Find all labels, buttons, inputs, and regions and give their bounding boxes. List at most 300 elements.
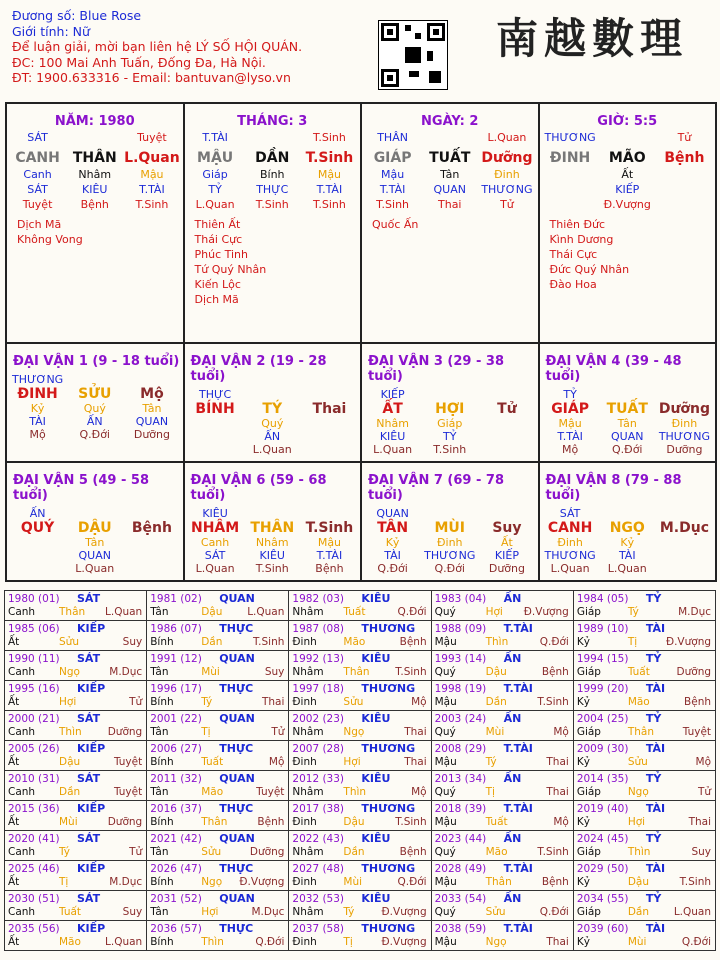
dv-god-text: THỰC <box>199 388 232 401</box>
year-can: Ất <box>8 636 20 648</box>
year-can: Nhâm <box>292 786 324 798</box>
pillar-text: SÁT <box>27 131 48 144</box>
 <box>421 388 478 401</box>
year-stage: T.Sinh <box>679 876 712 888</box>
year-god: KIÊU <box>361 832 391 845</box>
year-stage: Dưỡng <box>107 726 143 738</box>
year-cell <box>574 831 716 861</box>
pillar-text: T.TÀI <box>379 183 406 196</box>
year-chi: Hợi <box>201 906 219 918</box>
qr-code-icon[interactable] <box>378 20 448 90</box>
pillar-line <box>362 198 538 211</box>
year-label: 1983 (04) <box>434 593 487 605</box>
year-chi: Tuất <box>627 666 650 678</box>
pillar-text: THƯƠNG <box>481 183 533 196</box>
pillar-stars <box>362 217 538 232</box>
 <box>244 507 301 520</box>
 <box>66 507 123 520</box>
dv-god <box>185 507 361 520</box>
year-chi: Mùi <box>343 876 363 888</box>
dv-text: Mộ <box>29 428 46 441</box>
pillar-text: T.TÀI <box>316 183 343 196</box>
year-label: 1990 (11) <box>8 653 60 665</box>
pillar-text <box>599 131 656 144</box>
pillar-line <box>362 150 538 166</box>
dv-can: ĐINH <box>17 386 58 402</box>
year-can: Quý <box>434 906 456 918</box>
star: Thái Cực <box>194 233 243 246</box>
table-row <box>5 711 716 741</box>
year-label: 2012 (33) <box>292 773 345 785</box>
 <box>478 507 535 520</box>
year-can: Nhâm <box>292 606 324 618</box>
dv-text <box>9 549 66 562</box>
 <box>123 373 180 386</box>
pillar-text: Tuyệt <box>22 198 53 211</box>
year-chi: Tị <box>627 636 638 648</box>
dv-chi: TUẤT <box>606 401 648 417</box>
year-cell <box>5 741 147 771</box>
dv-text: Kỷ <box>385 536 400 549</box>
year-stage: Tuyệt <box>256 786 285 798</box>
year-god: KIẾP <box>77 922 106 935</box>
year-chi: Tý <box>343 906 355 918</box>
dai-van-head: ĐẠI VẬN 1 (9 - 18 tuổi) <box>13 354 180 369</box>
year-god: T.TÀI <box>503 802 533 815</box>
dv-line <box>362 549 538 562</box>
year-label: 2004 (25) <box>576 713 629 725</box>
year-can: Quý <box>434 606 456 618</box>
year-chi: Thân <box>485 876 512 888</box>
dv-text <box>123 549 180 562</box>
year-can: Bính <box>150 936 174 948</box>
pillar-text: KIÊU <box>82 183 108 196</box>
pillar-text: T.TÀI <box>202 131 228 144</box>
pillar-line <box>185 198 361 211</box>
year-chi: Thân <box>627 726 654 738</box>
dv-text <box>478 430 535 443</box>
dv-text: TỶ <box>443 430 457 443</box>
year-chi: Dậu <box>627 876 649 888</box>
dv-text: Canh <box>200 536 230 549</box>
year-god: TÀI <box>645 862 666 875</box>
year-label: 2036 (57) <box>150 923 202 935</box>
dai-van-head: ĐẠI VẬN 8 (79 - 88 tuổi) <box>545 473 682 503</box>
dv-god-text: THƯƠNG <box>11 373 64 386</box>
dv-text: KIẾP <box>494 549 519 562</box>
year-god: TÀI <box>645 682 666 695</box>
year-stage: Bệnh <box>399 846 427 858</box>
year-label: 1999 (20) <box>576 683 629 695</box>
pillar-text: Bính <box>259 168 285 181</box>
year-can: Bính <box>150 816 174 828</box>
year-chi: Thìn <box>627 846 651 858</box>
year-stage: L.Quan <box>673 906 712 918</box>
dv-text: Dưỡng <box>488 562 525 575</box>
dv-can: CANH <box>547 520 593 536</box>
dv-text: L.Quan <box>75 562 115 575</box>
pillar-text <box>244 131 301 144</box>
 <box>66 373 123 386</box>
year-can: Quý <box>434 726 456 738</box>
pillar-line <box>362 183 538 196</box>
year-can: Đinh <box>292 876 317 888</box>
dv-line <box>540 417 716 430</box>
year-label: 1996 (17) <box>150 683 202 695</box>
year-god: THƯƠNG <box>361 922 416 935</box>
contact-line3[interactable]: ĐT: 1900.633316 - Email: bantuvan@lyso.vn <box>12 70 291 85</box>
year-chi: Dần <box>59 786 81 798</box>
dv-can: GIÁP <box>551 401 589 417</box>
dv-text <box>187 417 244 430</box>
year-chi: Ngọ <box>201 876 223 888</box>
year-can: Giáp <box>576 666 601 678</box>
year-can: Canh <box>8 606 36 618</box>
year-label: 1981 (02) <box>150 593 202 605</box>
dv-god <box>185 388 361 401</box>
year-god: TỶ <box>645 772 662 785</box>
dv-text: Mậu <box>558 417 582 430</box>
year-chi: Thìn <box>201 936 224 948</box>
year-stage: Mộ <box>411 696 427 708</box>
year-label: 2020 (41) <box>8 833 60 845</box>
year-label: 2003 (24) <box>434 713 487 725</box>
year-chi: Tị <box>485 786 495 798</box>
dv-line <box>7 428 183 441</box>
star: Dịch Mã <box>194 293 239 306</box>
pillar-text: Đ.Vượng <box>603 198 651 211</box>
dv-text: QUAN <box>611 430 644 443</box>
year-god: THƯƠNG <box>361 862 416 875</box>
year-can: Canh <box>8 786 36 798</box>
dv-text: Dưỡng <box>133 428 170 441</box>
dv-can: QUÝ <box>20 520 55 536</box>
dv-text: Q.Đới <box>612 443 643 456</box>
star: Phúc Tinh <box>194 248 249 261</box>
year-chi: Thìn <box>59 726 82 738</box>
year-can: Bính <box>150 696 174 708</box>
year-can: Giáp <box>576 786 601 798</box>
year-stage: Dưỡng <box>107 816 143 828</box>
year-stage: Q.Đới <box>539 906 569 918</box>
year-god: QUAN <box>219 772 255 785</box>
year-can: Nhâm <box>292 906 324 918</box>
dv-text: Nhâm <box>255 536 289 549</box>
year-label: 2014 (35) <box>576 773 629 785</box>
 <box>301 388 358 401</box>
year-label: 1991 (12) <box>150 653 202 665</box>
year-can: Tân <box>150 906 169 918</box>
year-stage: Thai <box>261 696 285 708</box>
year-cell <box>289 621 431 651</box>
dv-can: NHÂM <box>190 520 240 536</box>
pillar-text: T.Sinh <box>255 198 289 211</box>
year-chi: Tý <box>201 696 213 708</box>
pillar-text: L.Quan <box>195 198 235 211</box>
dv-chi: DẬU <box>77 520 112 536</box>
pillar-text: QUAN <box>433 183 466 196</box>
year-god: KIÊU <box>361 772 391 785</box>
dv-text <box>123 562 180 575</box>
year-can: Bính <box>150 756 174 768</box>
year-stage: Tuyệt <box>113 756 143 768</box>
dv-god-text: SÁT <box>559 507 581 520</box>
year-god: KIÊU <box>361 652 391 665</box>
year-god: THƯƠNG <box>361 682 416 695</box>
pillar-text: T.Sinh <box>312 131 346 144</box>
year-cell <box>432 591 574 621</box>
year-chi: Sửu <box>343 696 364 708</box>
year-stage: T.Sinh <box>395 666 427 678</box>
year-label: 2015 (36) <box>8 803 60 815</box>
year-cell <box>147 921 289 951</box>
pillar-text: GIÁP <box>373 150 412 166</box>
star: Đào Hoa <box>549 278 597 291</box>
year-stage: Tử <box>129 696 143 708</box>
pillar-line <box>7 168 183 181</box>
year-cell <box>574 741 716 771</box>
year-cell <box>5 591 147 621</box>
dv-text <box>656 562 713 575</box>
year-cell <box>5 801 147 831</box>
year-cell <box>147 831 289 861</box>
pillar-line <box>185 131 361 144</box>
year-god: THỰC <box>219 682 254 695</box>
dv-text: TÀI <box>618 549 636 562</box>
year-cell <box>147 891 289 921</box>
year-can: Tân <box>150 786 169 798</box>
year-stage: Đ.Vượng <box>381 936 427 948</box>
year-label: 2017 (38) <box>292 803 345 815</box>
dv-god-text: QUAN <box>376 507 409 520</box>
star: Dịch Mã <box>17 218 62 231</box>
pillar-text: THƯƠNG <box>544 131 596 144</box>
year-stage: T.Sinh <box>537 696 569 708</box>
star: Đức Quý Nhân <box>549 263 630 276</box>
dv-god <box>362 507 538 520</box>
year-cell <box>147 651 289 681</box>
dv-line <box>185 430 361 443</box>
year-chi: Mão <box>343 636 366 648</box>
dv-stage: Dưỡng <box>658 401 711 417</box>
dv-text: Ất <box>501 536 513 549</box>
year-label: 2001 (22) <box>150 713 202 725</box>
year-chi: Dần <box>627 906 649 918</box>
dv-text: TÀI <box>384 549 401 562</box>
dv-god <box>540 507 716 520</box>
year-can: Đinh <box>292 756 317 768</box>
year-cell <box>289 741 431 771</box>
year-label: 2013 (34) <box>434 773 487 785</box>
year-stage: Thai <box>404 756 427 768</box>
pillar-line <box>362 131 538 144</box>
year-chi: Hợi <box>485 606 503 618</box>
year-cell <box>432 801 574 831</box>
year-chi: Thân <box>201 816 228 828</box>
year-cell <box>147 711 289 741</box>
pillar-text: MÃO <box>608 150 646 166</box>
year-chi: Thìn <box>343 786 367 798</box>
year-chi: Thân <box>59 606 86 618</box>
pillar-line <box>7 198 183 211</box>
year-stage: Suy <box>122 636 143 648</box>
dv-text: T.TÀI <box>316 549 343 562</box>
year-god: SÁT <box>77 892 101 905</box>
year-cell <box>574 681 716 711</box>
chart-grid <box>5 102 717 582</box>
year-god: THƯƠNG <box>361 622 416 635</box>
pillar-text <box>656 168 713 181</box>
pillar-line <box>540 150 716 166</box>
year-cell <box>574 711 716 741</box>
star: Không Vong <box>17 233 83 246</box>
year-label: 2027 (48) <box>292 863 345 875</box>
year-cell <box>5 711 147 741</box>
dv-line <box>540 536 716 549</box>
year-god: SÁT <box>77 652 101 665</box>
year-god: ẤN <box>503 652 522 665</box>
dv-god-text: KIẾP <box>380 388 405 401</box>
year-cell <box>432 891 574 921</box>
dv-text <box>656 549 713 562</box>
year-label: 2030 (51) <box>8 893 60 905</box>
pillar-text: Ất <box>621 168 634 181</box>
year-god: TÀI <box>645 802 666 815</box>
year-cell <box>432 651 574 681</box>
 <box>301 507 358 520</box>
dv-main <box>7 520 183 536</box>
year-cell <box>147 591 289 621</box>
dv-text: Tân <box>85 536 105 549</box>
year-stage: Dưỡng <box>249 846 285 858</box>
year-god: SÁT <box>77 712 101 725</box>
year-can: Tân <box>150 726 169 738</box>
dv-text: Quý <box>83 402 106 415</box>
year-stage: Bệnh <box>541 876 569 888</box>
dv-chi: MÙI <box>434 520 466 536</box>
pillar-text: Bệnh <box>80 198 109 211</box>
year-label: 2018 (39) <box>434 803 487 815</box>
pillar-cell <box>362 104 540 344</box>
year-chi: Dậu <box>343 816 365 828</box>
year-can: Mậu <box>434 696 457 708</box>
year-stage: Bệnh <box>684 696 712 708</box>
year-can: Đinh <box>292 936 317 948</box>
year-stage: Đ.Vượng <box>665 636 712 648</box>
year-stage: Q.Đới <box>397 876 427 888</box>
pillar-line <box>362 168 538 181</box>
pillar-text: T.Sinh <box>305 150 354 166</box>
year-stage: Đ.Vượng <box>239 876 285 888</box>
year-god: THỰC <box>219 862 254 875</box>
table-row <box>5 831 716 861</box>
dv-god <box>362 388 538 401</box>
year-cell <box>5 891 147 921</box>
year-label: 2008 (29) <box>434 743 487 755</box>
dv-text: QUAN <box>135 415 169 428</box>
year-can: Ất <box>8 696 20 708</box>
dv-line <box>7 562 183 575</box>
year-label: 1998 (19) <box>434 683 487 695</box>
dv-stage: Suy <box>492 520 522 536</box>
dv-stage: T.Sinh <box>305 520 354 536</box>
year-label: 2026 (47) <box>150 863 202 875</box>
pillar-text <box>542 183 599 196</box>
year-god: T.TÀI <box>503 742 533 755</box>
year-god: SÁT <box>77 832 101 845</box>
year-label: 2021 (42) <box>150 833 202 845</box>
year-god: KIẾP <box>77 862 106 875</box>
pillar-line <box>7 150 183 166</box>
contact-line1[interactable]: Để luận giải, mời bạn liên hệ LÝ SỐ HỘI QUÁN. <box>12 39 303 54</box>
star: Thái Cực <box>549 248 598 261</box>
header-info <box>12 8 302 86</box>
year-chi: Tuất <box>485 816 508 828</box>
year-can: Ất <box>8 816 20 828</box>
year-cell <box>432 711 574 741</box>
dv-line <box>185 443 361 456</box>
year-god: KIẾP <box>77 682 106 695</box>
year-stage: Tuyệt <box>113 786 143 798</box>
pillar-text: Bệnh <box>664 150 705 166</box>
year-label: 2007 (28) <box>292 743 345 755</box>
dv-god-text: KIÊU <box>202 507 228 520</box>
dv-text: Tân <box>142 402 162 415</box>
year-god: THƯƠNG <box>361 742 416 755</box>
dv-text: Kỷ <box>620 536 635 549</box>
dai-van-head: ĐẠI VẬN 7 (69 - 78 tuổi) <box>368 473 504 503</box>
year-label: 2025 (46) <box>8 863 60 875</box>
year-god: KIẾP <box>77 802 106 815</box>
pillar-cell <box>185 104 363 344</box>
year-chi: Mùi <box>59 816 78 828</box>
year-label: 1988 (09) <box>434 623 487 635</box>
star: Kình Dương <box>549 233 614 246</box>
year-label: 2029 (50) <box>576 863 629 875</box>
year-god: THỰC <box>219 802 254 815</box>
dv-text: TÀI <box>29 415 46 428</box>
year-can: Bính <box>150 636 174 648</box>
year-stage: Mộ <box>553 816 569 828</box>
year-chi: Tị <box>343 936 353 948</box>
pillar-line <box>7 131 183 144</box>
year-label: 2002 (23) <box>292 713 345 725</box>
dv-text <box>187 430 244 443</box>
 <box>123 507 180 520</box>
year-chi: Sửu <box>627 756 648 768</box>
dv-text <box>656 536 713 549</box>
year-label: 2037 (58) <box>292 923 345 935</box>
pillar-text: Nhâm <box>78 168 112 181</box>
dai-van-head: ĐẠI VẬN 3 (29 - 38 tuổi) <box>368 354 504 384</box>
dv-text: QUAN <box>78 549 111 562</box>
year-cell <box>432 741 574 771</box>
year-can: Kỷ <box>576 936 590 948</box>
dv-text: Đinh <box>557 536 583 549</box>
dv-can: TÂN <box>377 520 409 536</box>
year-stage: M.Dục <box>109 666 143 678</box>
brand-logo: 南越數理 <box>496 14 689 63</box>
year-cell <box>432 831 574 861</box>
year-chi: Dần <box>485 696 507 708</box>
year-label: 2024 (45) <box>576 833 629 845</box>
dv-line <box>362 443 538 456</box>
pillar-text <box>421 131 478 144</box>
year-can: Canh <box>8 906 36 918</box>
dv-text: Nhâm <box>376 417 409 430</box>
year-stage: Mộ <box>553 726 569 738</box>
year-can: Giáp <box>576 606 601 618</box>
